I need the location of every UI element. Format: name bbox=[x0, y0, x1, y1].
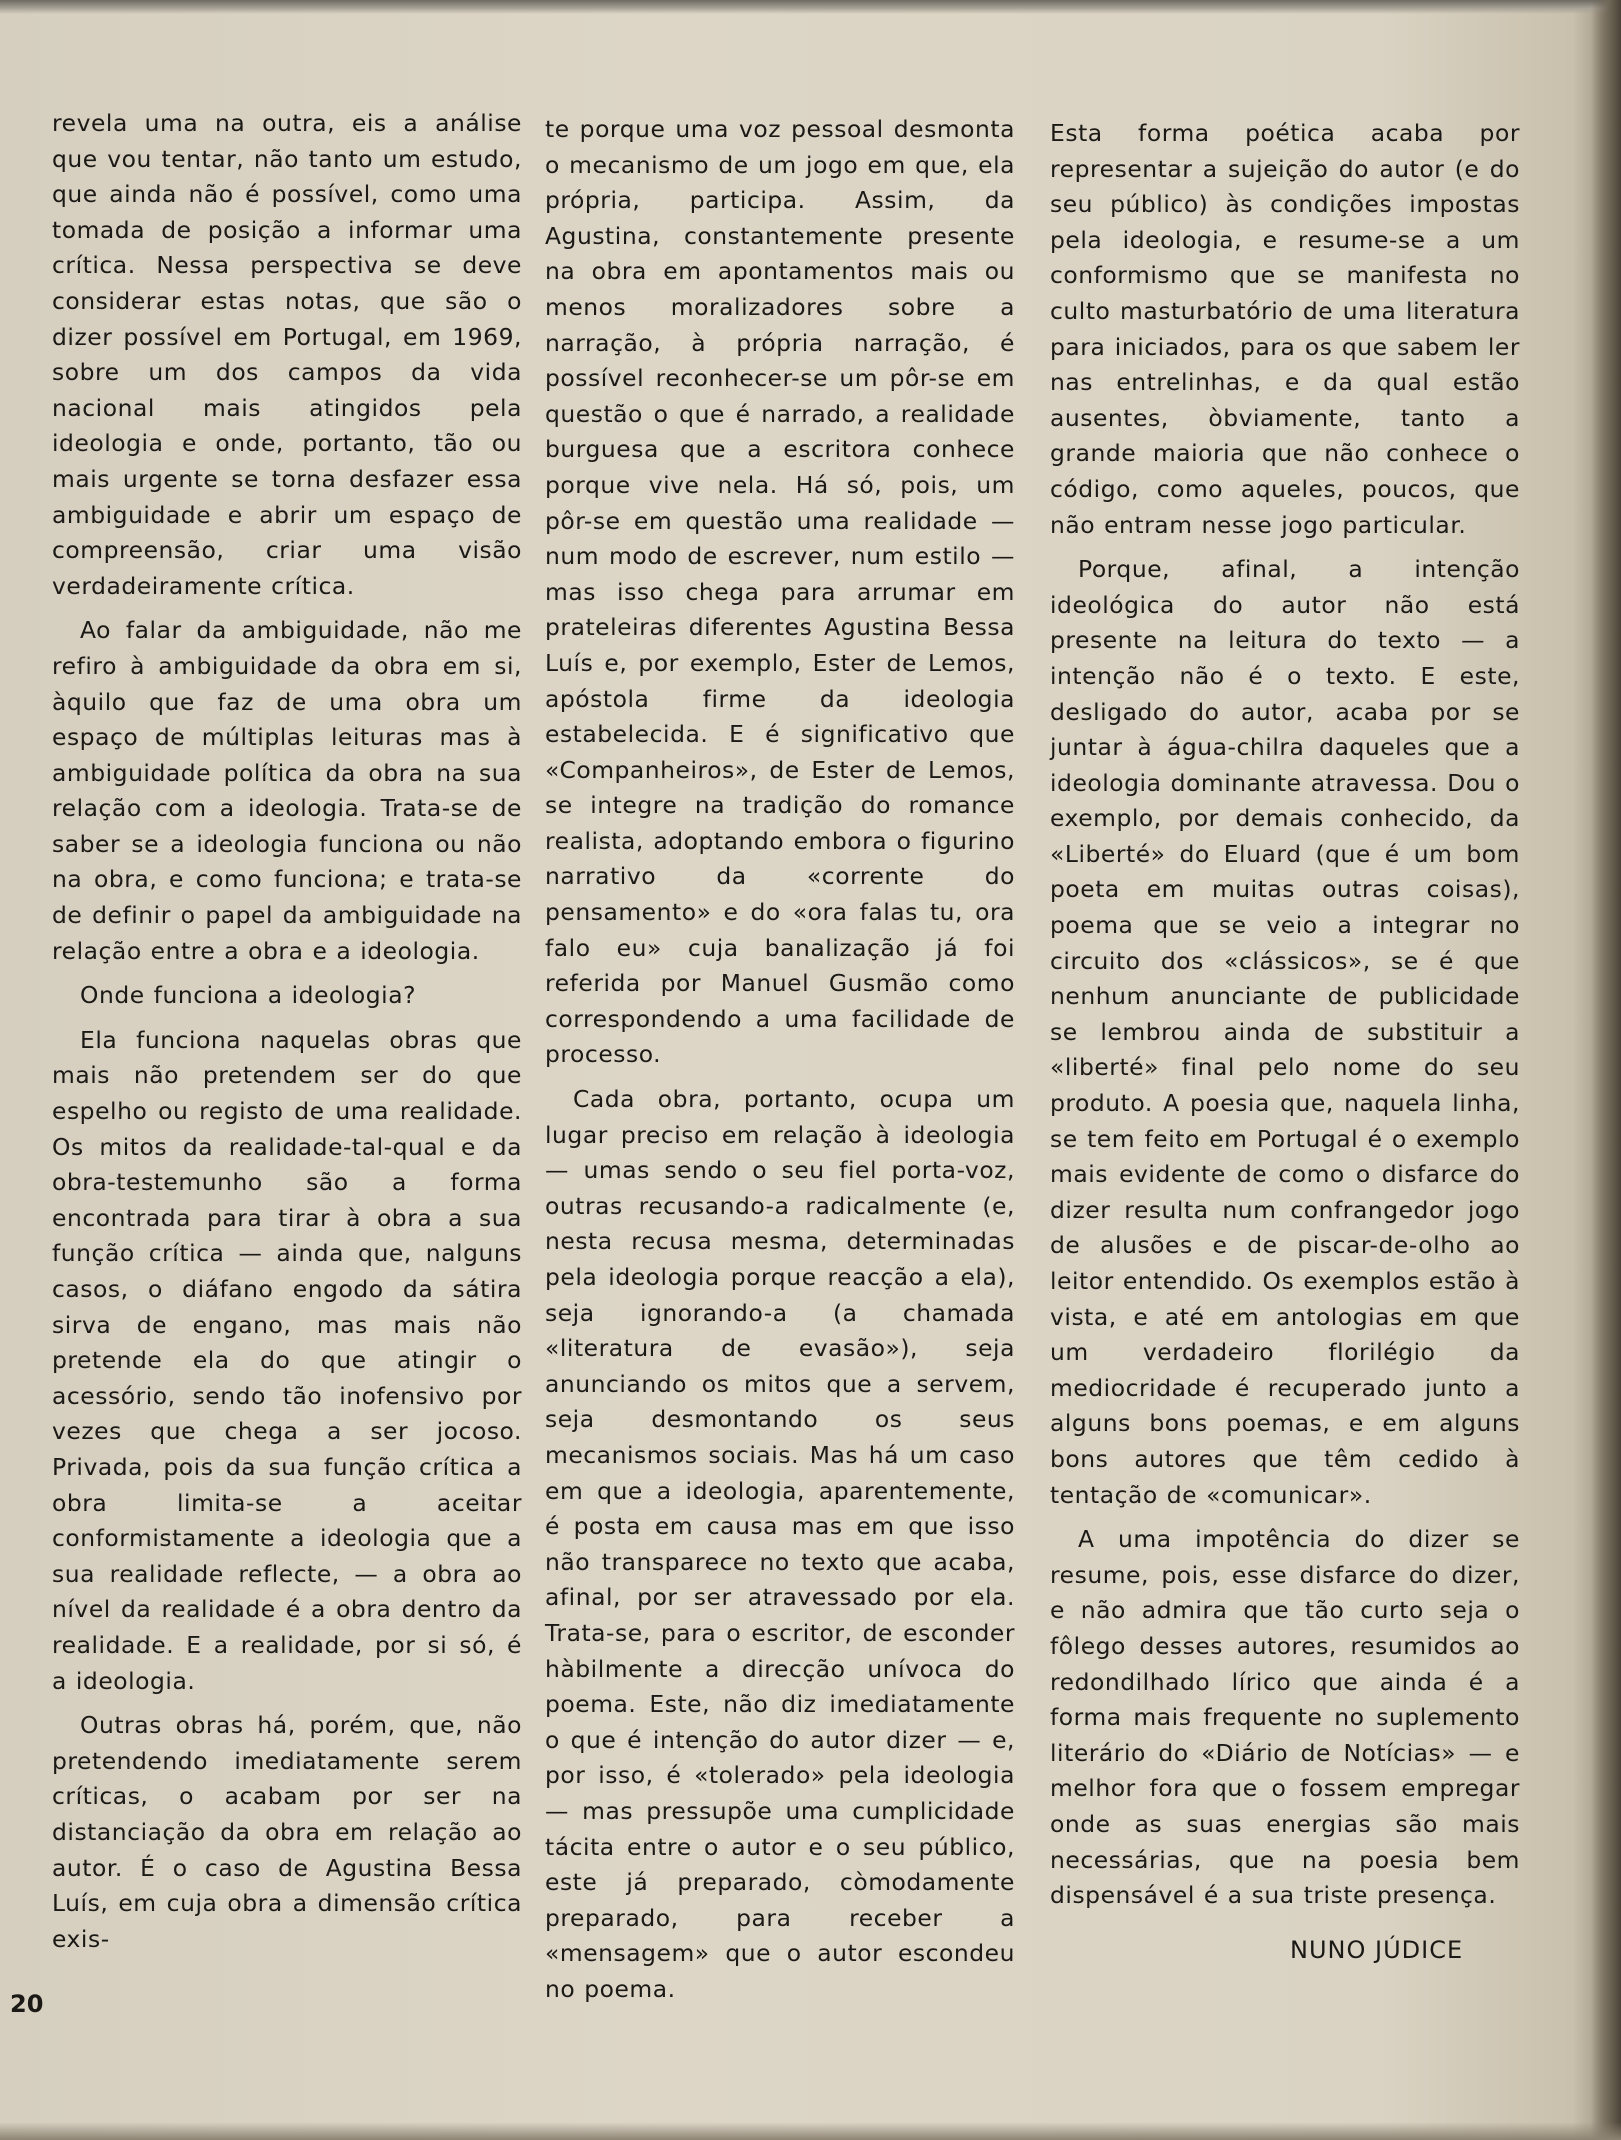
paragraph: Outras obras há, porém, que, não pretendendo imediatamente serem críticas, o acabam por ser na distanciação da obra em relação ao autor. É o caso de Agustina Bessa Luís, em cuja obra a dimensão crítica exis- bbox=[52, 1711, 522, 1953]
paragraph: A uma impotência do dizer se resume, pois, esse disfarce do dizer, e não admira que tão curto seja o fôlego desses autores, resumidos ao redondilhado lírico que ainda é a forma mais frequente no suplemento literário do «Diário de Notícias» — e melhor fora que o fossem empregar onde as suas energias são mais necessárias, que na poesia bem dispensável é a sua triste presença. bbox=[1050, 1525, 1520, 1910]
page-top-edge bbox=[0, 0, 1621, 14]
text-column-3 bbox=[1050, 116, 1520, 1923]
page-number: 20 bbox=[10, 1990, 44, 2018]
author-signature: NUNO JÚDICE bbox=[1290, 1936, 1464, 1964]
paragraph: Cada obra, portanto, ocupa um lugar preciso em relação à ideologia — umas sendo o seu fiel porta-voz, outras recusando-a radicalmente (e, nesta recusa mesma, determinadas pela ideologia porque reacção a ela), seja ignorando-a (a chamada «literatura de evasão»), seja anunciando os mitos que a servem, seja desmontando os seus mecanismos sociais. Mas há um caso em que a ideologia, aparentemente, é posta em causa mas em que isso não transparece no texto que acaba, afinal, por ser atravessado por ela. Trata-se, para o escritor, de esconder hàbilmente a direcção unívoca do poema. Este, não diz imediatamente o que é intenção do autor dizer — e, por isso, é «tolerado» pela ideologia — mas pressupõe uma cumplicidade tácita entre o autor e o seu público, este já preparado, còmodamente preparado, para receber a «mensagem» que o autor escondeu no poema. bbox=[545, 1085, 1015, 2003]
paragraph: Esta forma poética acaba por representar a sujeição do autor (e do seu público) às condições impostas pela ideologia, e resume-se a um conformismo que se manifesta no culto masturbatório de uma literatura para iniciados, para os que sabem ler nas entrelinhas, e da qual estão ausentes, òbviamente, tanto a grande maioria que não conhece o código, como aqueles, poucos, que não entram nesse jogo particular. bbox=[1050, 119, 1520, 539]
paragraph: Ao falar da ambiguidade, não me refiro à ambiguidade da obra em si, àquilo que faz de uma obra um espaço de múltiplas leituras mas à ambiguidade política da obra na sua relação com a ideologia. Trata-se de saber se a ideologia funciona ou não na obra, e como funciona; e trata-se de definir o papel da ambiguidade na relação entre a obra e a ideologia. bbox=[52, 616, 522, 965]
paragraph: Ela funciona naquelas obras que mais não pretendem ser do que espelho ou registo de uma realidade. Os mitos da realidade-tal-qual e da obra-testemunho são a forma encontrada para tirar à obra a sua função crítica — ainda que, nalguns casos, o diáfano engodo da sátira sirva de engano, mas mais não pretende ela do que atingir o acessório, sendo tão inofensivo por vezes que chega a ser jocoso. Privada, pois da sua função crítica a obra limita-se a aceitar conformistamente a ideologia que a sua realidade reflecte, — a obra ao nível da realidade é a obra dentro da realidade. E a realidade, por si só, é a ideologia. bbox=[52, 1025, 522, 1695]
paragraph: Porque, afinal, a intenção ideológica do autor não está presente na leitura do texto — a intenção não é o texto. E este, desligado do autor, acaba por se juntar à água-chilra daqueles que a ideologia dominante atravessa. Dou o exemplo, por demais conhecido, da «Liberté» do Eluard (que é um bom poeta em muitas outras coisas), poema que se veio a integrar no circuito dos «clássicos», se é que nenhum anunciante de publicidade se lembrou ainda de substituir a «liberté» final pelo nome do seu produto. A poesia que, naquela linha, se tem feito em Portugal é o exemplo mais evidente de como o disfarce do dizer resulta num confrangedor jogo de alusões e de piscar-de-olho ao leitor entendido. Os exemplos estão à vista, e até em antologias em que um verdadeiro florilégio da mediocridade é recuperado junto a alguns bons poemas, e em alguns bons autores que têm cedido à tentação de «comunicar». bbox=[1050, 555, 1520, 1509]
page-binding-edge bbox=[1591, 0, 1621, 2140]
paragraph-question: Onde funciona a ideologia? bbox=[80, 981, 417, 1010]
text-column-1 bbox=[52, 106, 522, 1966]
text-column-2 bbox=[545, 112, 1015, 2016]
paragraph: revela uma na outra, eis a análise que vou tentar, não tanto um estudo, que ainda não é possível, como uma tomada de posição a informar uma crítica. Nessa perspectiva se deve considerar estas notas, que são o dizer possível em Portugal, em 1969, sobre um dos campos da vida nacional mais atingidos pela ideologia e onde, portanto, tão ou mais urgente se torna desfazer essa ambiguidade e abrir um espaço de compreensão, criar uma visão verdadeiramente crítica. bbox=[52, 109, 522, 600]
paragraph: te porque uma voz pessoal desmonta o mecanismo de um jogo em que, ela própria, participa. Assim, da Agustina, constantemente presente na obra em apontamentos mais ou menos moralizadores sobre a narração, à própria narração, é possível reconhecer-se um pôr-se em questão o que é narrado, a realidade burguesa que a escritora conhece porque vive nela. Há só, pois, um pôr-se em questão uma realidade — num modo de escrever, num estilo — mas isso chega para arrumar em prateleiras diferentes Agustina Bessa Luís e, por exemplo, Ester de Lemos, apóstola firme da ideologia estabelecida. E é significativo que «Companheiros», de Ester de Lemos, se integre na tradição do romance realista, adoptando embora o figurino narrativo da «corrente do pensamento» e do «ora falas tu, ora falo eu» cuja banalização já foi referida por Manuel Gusmão como correspondendo a uma facilidade de processo. bbox=[545, 115, 1015, 1069]
page-bottom-edge bbox=[0, 2122, 1621, 2140]
